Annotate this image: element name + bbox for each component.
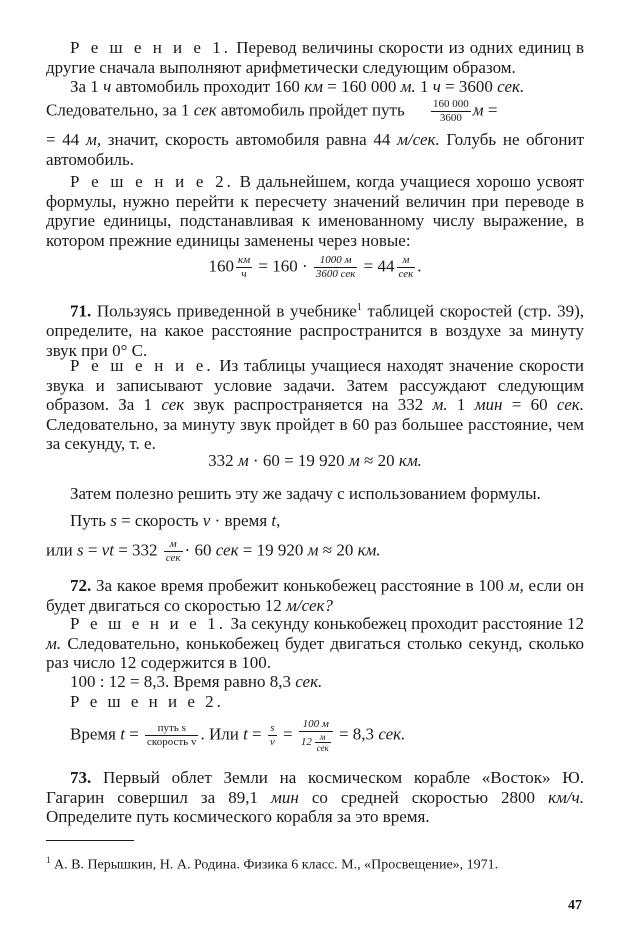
fraction: путь s скорость v [147, 722, 197, 748]
page-number: 47 [568, 898, 582, 913]
fraction: $\frac{s}{v}$ [269, 722, 275, 748]
fraction: м сек [398, 254, 414, 280]
car-speed-result: = 44 м, значит, скорость автомобиля равна 44 м/сек. Голубь не обгонит автомобиль. [46, 130, 585, 169]
problem-72-solution-1: Р е ш е н и е 1. За секунду конькобежец проходит расстояние 12 м. Следовательно, конькобежец будет двигаться столько секунд, сколько раз число 12 содержится в 100. [46, 614, 584, 672]
solution-label: Р е ш е н и е 2. [70, 172, 234, 191]
problem-73: 73. Первый облет Земли на космическом корабле «Восток» Ю. Гагарин совершил за 89,1 мин со средней скоростью 2800 км/ч. Определите путь космического корабля за это время. [46, 768, 584, 826]
sound-distance-equation: 332 м · 60 = 19 920 м ≈ 20 км. [208, 451, 422, 470]
division-result: 100 : 12 = 8,3. Время равно 8,3 сек. [70, 672, 323, 691]
solution-1-paragraph [46, 38, 584, 77]
solution-label: Р е ш е н и е 1. [70, 38, 231, 57]
footnote: $^1$ А. В. Перышкин, Н. А. Родина. Физика 6 класс. М., «Просвещение», 1971. [46, 855, 499, 873]
problem-number: 71. [70, 301, 92, 321]
unit-conversion-equation: 160 км ч = 160 · 1000 м 3600 сек = 44 м сек . [208, 254, 422, 280]
problem-71-solution: Р е ш е н и е. Из таблицы учащиеся находят значение скорости звука и записывают условие задачи. Затем рассуждают следующим образом. За 1 сек звук распространяется на 332 м. 1 мин = 60 сек. Следовательно, за минуту звук пройдет в 60 раз большее расстояние, чем за секунду, т. е. [46, 356, 584, 453]
problem-71: 71. Пользуясь приведенной в учебнике$^1$ таблицей скоростей (стр. 39), определите, на какое расстояние распространится в воздухе за минуту звук при 0° С. [46, 301, 584, 360]
nested-fraction: 100 м 12 м сек [299, 718, 333, 753]
solution-label: Р е ш е н и е 2. [70, 692, 224, 711]
problem-72: 72. За какое время пробежит конькобежец расстояние в 100 м, если он будет двигаться со скоростью 12 м/сек? [46, 576, 584, 615]
solution-2-paragraph: Р е ш е н и е 2. В дальнейшем, когда учащиеся хорошо усвоят формулы, нужно перейти к пересчету значений величин при переводе в другие единицы, подстанавливая к именованному числу выражение, в котором прежние единицы заменены через новые: [46, 172, 584, 250]
formula-intro: Затем полезно решить эту же задачу с использованием формулы. [70, 484, 541, 503]
fraction: км ч [237, 254, 251, 280]
solution-label: Р е ш е н и е 1. [70, 614, 226, 633]
solution-label: Р е ш е н и е. [70, 356, 214, 375]
car-per-second-line: Следовательно, за 1 сек автомобиль пройдет путь $\frac{160 000}{3600}$ м = [46, 98, 498, 124]
formula-computation: или s = vt = 332 м сек · 60 сек = 19 920 м ≈ 20 км. [46, 538, 381, 564]
car-distance-line: За 1 ч автомобиль проходит 160 км = 160 000 м. 1 ч = 3600 сек. [70, 77, 525, 96]
problem-number: 73. [70, 768, 92, 787]
fraction: м сек [165, 538, 181, 564]
time-formula: Время t = путь s скорость v . Или t = $\frac{s}{v}$ = 100 м 12 м сек = 8,3 сек. [70, 718, 406, 753]
footnote-divider [46, 840, 134, 841]
fraction: 1000 м 3600 сек [315, 254, 356, 280]
problem-number: 72. [70, 576, 92, 595]
fraction: $\frac{160 000}{3600}$ [432, 98, 469, 124]
paragraph-text: Перевод величины скорости из одних единиц в другие сначала выполняют арифметически следующим образом. [46, 38, 584, 77]
formula-path: Путь s = скорость v · время t, [70, 511, 281, 530]
